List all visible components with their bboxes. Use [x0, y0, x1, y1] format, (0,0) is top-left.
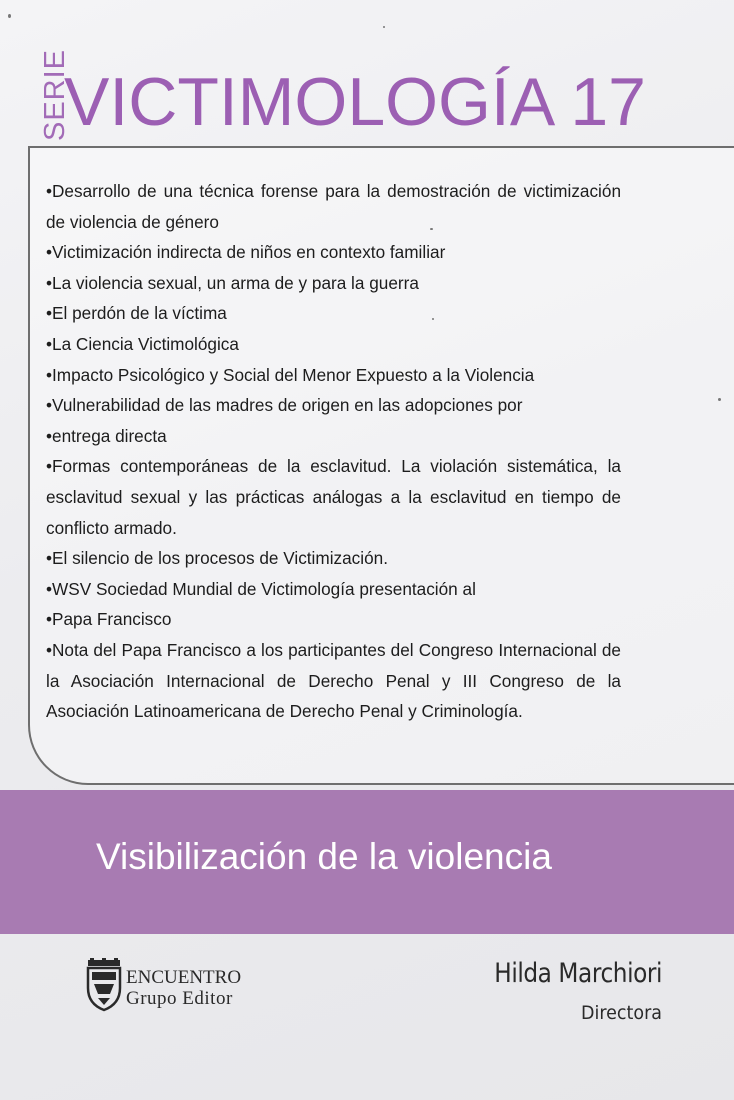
topic-item: •El perdón de la víctima [46, 303, 227, 324]
topic-item: •Vulnerabilidad de las madres de origen en las adopciones por [46, 395, 523, 416]
topic-item: •Impacto Psicológico y Social del Menor Expuesto a la Violencia [46, 364, 535, 385]
topic-item: •WSV Sociedad Mundial de Victimología presentación al [46, 578, 476, 599]
topic-item: •Desarrollo de una técnica forense para la demostración de victimización de violencia de género [46, 181, 621, 232]
topic-item: •Papa Francisco [46, 609, 172, 630]
topic-item: •Formas contemporáneas de la esclavitud. La violación sistemática, la esclavitud sexual y las prácticas análogas a la esclavitud en tiempo de conflicto armado. [46, 456, 621, 538]
topics-list [46, 176, 621, 727]
author-name: Hilda Marchiori [494, 958, 662, 989]
topic-item: •El silencio de los procesos de Victimización. [46, 548, 388, 569]
speck [8, 14, 11, 18]
speck [432, 318, 434, 320]
series-header [28, 48, 728, 152]
book-subtitle: Visibilización de la violencia [96, 836, 552, 877]
series-title: VICTIMOLOGÍA 17 [64, 64, 646, 140]
speck [430, 228, 433, 230]
topic-item: •entrega directa [46, 425, 167, 446]
publisher-block [84, 958, 284, 1018]
topic-item: •Nota del Papa Francisco a los participantes del Congreso Internacional de la Asociación Internacional de Derecho Penal y III Congreso de la Asociación Latinoamericana de Derecho Penal y Criminología. [46, 639, 621, 722]
shield-crest-icon [84, 958, 124, 1012]
speck [718, 398, 721, 401]
author-role: Directora [581, 1002, 662, 1024]
speck [383, 26, 385, 28]
serie-label: SERIE [39, 48, 71, 141]
topic-item: •La violencia sexual, un arma de y para la guerra [46, 272, 419, 293]
topic-item: •Victimización indirecta de niños en contexto familiar [46, 242, 446, 263]
topic-item: •La Ciencia Victimológica [46, 333, 239, 354]
publisher-name: ENCUENTRO [126, 967, 242, 988]
publisher-subname: Grupo Editor [126, 988, 233, 1009]
